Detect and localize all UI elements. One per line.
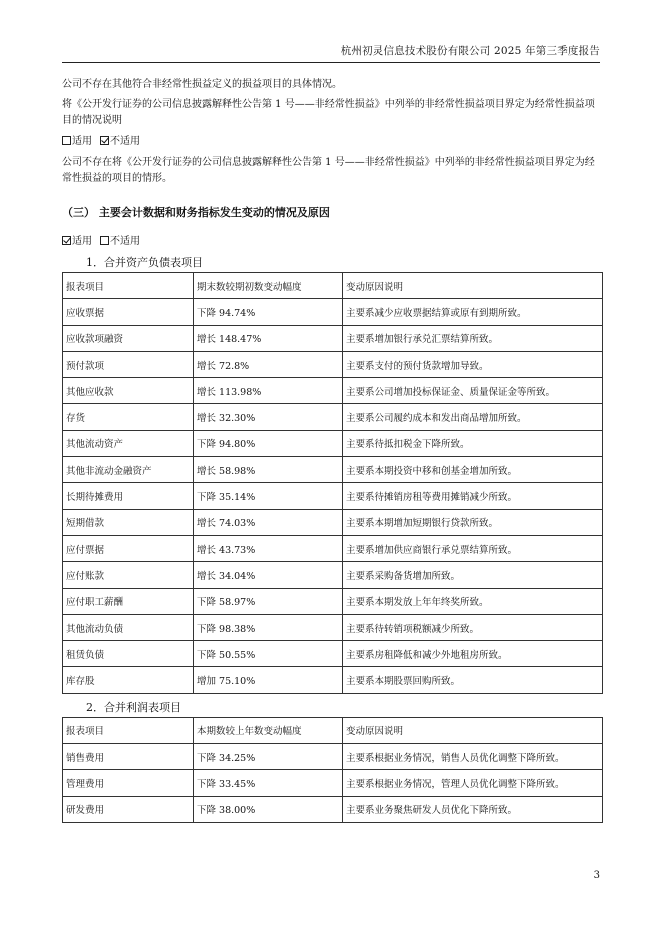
option-applicable: 适用 bbox=[62, 236, 92, 247]
table-cell: 主要系根据业务情况，销售人员优化调整下降所致。 bbox=[343, 744, 603, 770]
table-cell: 增长 148.47% bbox=[194, 325, 343, 351]
table-cell: 其他流动资产 bbox=[63, 430, 194, 456]
intro-applicability bbox=[62, 134, 602, 150]
intro-paragraph-2: 将《公开发行证券的公司信息披露解释性公告第 1 号——非经常性损益》中列举的非经常性损益项目界定为经常性损益项目的情况说明 bbox=[62, 99, 595, 126]
table-cell: 长期待摊费用 bbox=[63, 483, 194, 509]
table-cell: 主要系待转销项税额减少所致。 bbox=[343, 614, 603, 640]
table-cell: 主要系减少应收票据结算或原有到期所致。 bbox=[343, 299, 603, 325]
column-header: 变动原因说明 bbox=[343, 717, 603, 743]
table-row bbox=[63, 509, 603, 535]
table-cell: 应收款项融资 bbox=[63, 325, 194, 351]
balance-sheet-title: 1．合并资产负债表项目 bbox=[86, 256, 203, 269]
table-cell: 主要系增加供应商银行承兑票结算所致。 bbox=[343, 535, 603, 561]
table-cell: 增长 58.98% bbox=[194, 457, 343, 483]
table-row bbox=[63, 796, 603, 822]
table-cell: 主要系支付的预付货款增加导致。 bbox=[343, 351, 603, 377]
table-cell: 应收票据 bbox=[63, 299, 194, 325]
unchecked-box-icon bbox=[100, 236, 109, 245]
table-cell: 增长 72.8% bbox=[194, 351, 343, 377]
report-header: 杭州初灵信息技术股份有限公司 2025 年第三季度报告 bbox=[340, 45, 600, 57]
table-cell: 主要系公司增加投标保证金、质量保证金等所致。 bbox=[343, 378, 603, 404]
table-cell: 存货 bbox=[63, 404, 194, 430]
table-cell: 增加 75.10% bbox=[194, 667, 343, 693]
header-divider bbox=[62, 62, 600, 63]
table-cell: 主要系本期发放上年年终奖所致。 bbox=[343, 588, 603, 614]
table-cell: 主要系房租降低和减少外地租房所致。 bbox=[343, 641, 603, 667]
table-row bbox=[63, 378, 603, 404]
checked-box-icon bbox=[100, 136, 109, 145]
table-row bbox=[63, 457, 603, 483]
table-cell: 主要系待抵扣税金下降所致。 bbox=[343, 430, 603, 456]
table-header-row bbox=[63, 273, 603, 299]
table-row bbox=[63, 351, 603, 377]
table-cell: 应付职工薪酬 bbox=[63, 588, 194, 614]
intro-paragraph-3: 公司不存在将《公开发行证券的公司信息披露解释性公告第 1 号——非经常性损益》中列举的非经常性损益项目界定为经常性损益的项目的情形。 bbox=[62, 157, 595, 184]
table-cell: 增长 34.04% bbox=[194, 562, 343, 588]
table-row bbox=[63, 535, 603, 561]
table-cell: 销售费用 bbox=[63, 744, 194, 770]
table-cell: 下降 94.80% bbox=[194, 430, 343, 456]
table-cell: 其他应收款 bbox=[63, 378, 194, 404]
column-header: 变动原因说明 bbox=[343, 273, 603, 299]
table-cell: 主要系根据业务情况，管理人员优化调整下降所致。 bbox=[343, 770, 603, 796]
table-cell: 主要系本期股票回购所致。 bbox=[343, 667, 603, 693]
column-header: 报表项目 bbox=[63, 717, 194, 743]
table-cell: 增长 32.30% bbox=[194, 404, 343, 430]
option-not-applicable: 不适用 bbox=[100, 136, 140, 147]
table-row bbox=[63, 744, 603, 770]
table-cell: 租赁负债 bbox=[63, 641, 194, 667]
section-applicability bbox=[62, 234, 602, 250]
table-row bbox=[63, 562, 603, 588]
table-cell: 主要系公司履约成本和发出商品增加所致。 bbox=[343, 404, 603, 430]
table-row bbox=[63, 325, 603, 351]
table-cell: 主要系增加银行承兑汇票结算所致。 bbox=[343, 325, 603, 351]
income-statement-table bbox=[62, 717, 603, 823]
table-cell: 主要系采购备货增加所致。 bbox=[343, 562, 603, 588]
table-cell: 库存股 bbox=[63, 667, 194, 693]
table-cell: 主要系本期增加短期银行贷款所致。 bbox=[343, 509, 603, 535]
table-row bbox=[63, 430, 603, 456]
table-row bbox=[63, 667, 603, 693]
option-not-applicable: 不适用 bbox=[100, 236, 140, 247]
table-cell: 增长 74.03% bbox=[194, 509, 343, 535]
page-content bbox=[62, 77, 602, 823]
table-cell: 下降 38.00% bbox=[194, 796, 343, 822]
table-cell: 短期借款 bbox=[63, 509, 194, 535]
table-cell: 主要系待摊销房租等费用摊销减少所致。 bbox=[343, 483, 603, 509]
table-cell: 研发费用 bbox=[63, 796, 194, 822]
table-row bbox=[63, 614, 603, 640]
table-cell: 下降 33.45% bbox=[194, 770, 343, 796]
column-header: 报表项目 bbox=[63, 273, 194, 299]
table-cell: 下降 98.38% bbox=[194, 614, 343, 640]
unchecked-box-icon bbox=[62, 136, 71, 145]
table-cell: 管理费用 bbox=[63, 770, 194, 796]
table-row bbox=[63, 770, 603, 796]
table-row bbox=[63, 299, 603, 325]
table-cell: 应付票据 bbox=[63, 535, 194, 561]
table-cell: 其他流动负债 bbox=[63, 614, 194, 640]
balance-sheet-table bbox=[62, 272, 603, 694]
table-header-row bbox=[63, 717, 603, 743]
income-statement-title: 2．合并利润表项目 bbox=[86, 700, 181, 714]
table-cell: 其他非流动金融资产 bbox=[63, 457, 194, 483]
table-row bbox=[63, 588, 603, 614]
column-header: 本期数较上年数变动幅度 bbox=[194, 717, 343, 743]
table-cell: 下降 58.97% bbox=[194, 588, 343, 614]
option-applicable: 适用 bbox=[62, 136, 92, 147]
table-cell: 增长 113.98% bbox=[194, 378, 343, 404]
table-row bbox=[63, 483, 603, 509]
table-cell: 主要系本期投资中移和创基金增加所致。 bbox=[343, 457, 603, 483]
table-row bbox=[63, 404, 603, 430]
checked-box-icon bbox=[62, 236, 71, 245]
intro-paragraph-1: 公司不存在其他符合非经常性损益定义的损益项目的具体情况。 bbox=[62, 79, 342, 90]
table-cell: 下降 50.55% bbox=[194, 641, 343, 667]
table-cell: 下降 35.14% bbox=[194, 483, 343, 509]
table-cell: 应付账款 bbox=[63, 562, 194, 588]
table-cell: 下降 34.25% bbox=[194, 744, 343, 770]
table-cell: 下降 94.74% bbox=[194, 299, 343, 325]
table-cell: 主要系业务聚焦研发人员优化下降所致。 bbox=[343, 796, 603, 822]
column-header: 期末数较期初数变动幅度 bbox=[194, 273, 343, 299]
page-number: 3 bbox=[593, 870, 600, 881]
table-row bbox=[63, 641, 603, 667]
table-cell: 预付款项 bbox=[63, 351, 194, 377]
section-title: （三） 主要会计数据和财务指标发生变动的情况及原因 bbox=[62, 206, 330, 219]
table-cell: 增长 43.73% bbox=[194, 535, 343, 561]
